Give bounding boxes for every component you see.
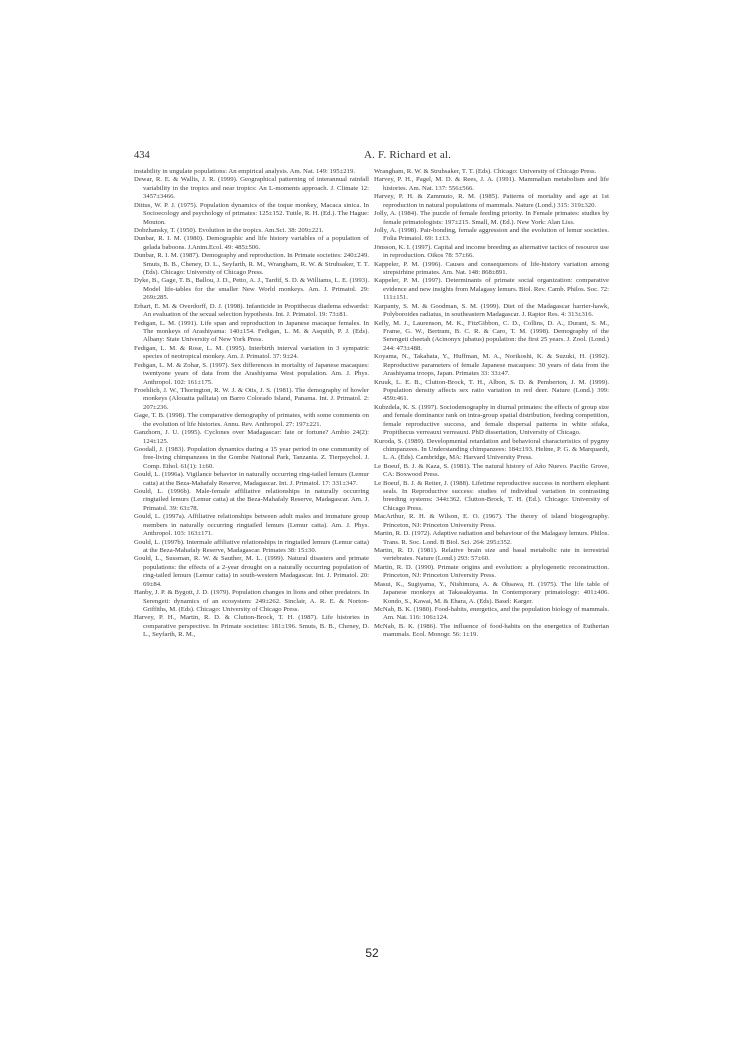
reference-entry: Karpanty, S. M. & Goodman, S. M. (1999). Diet of the Madagascar harrier-hawk, Polyboroides radiatus, in southeastern Madagascar. J. Raptor Res. 4: 313±316.	[374, 302, 609, 319]
footer-page-number: 52	[365, 946, 379, 960]
reference-entry: Jolly, A. (1998). Pair-bonding, female aggression and the evolution of lemur societies. Folia Primatol. 69: 1±13.	[374, 226, 609, 243]
reference-entry: Ganzhorn, J. U. (1995). Cyclones over Madagascar: fate or fortune? Ambio 24(2): 124±125.	[134, 429, 369, 445]
reference-entry: Kappeler, P. M. (1996). Causes and consequences of life-history variation among strepsirhine primates. Am. Nat. 148: 868±891.	[374, 260, 609, 277]
reference-entry: Martin, R. D. (1972). Adaptive radiation and behaviour of the Malagasy lemurs. Philos. Trans. R. Soc. Lond. B Biol. Sci. 264: 295±352.	[374, 530, 609, 546]
reference-entry: Froehlich, J. W., Thorington, R. W. J. & Otis, J. S. (1981). The demography of howler monkeys (Alouatta palliata) on Barro Colorado Island, Panama. Int. J. Primatol. 2: 207±236.	[134, 386, 369, 411]
reference-entry: Le Boeuf, B. J. & Reiter, J. (1988). Lifetime reproductive success in northern elephant seals. In Reproductive success: studies of individual variation in contrasting breeding systems: 344±362. Clutton-Brock, T. H. (Ed.). Chicago: University of Chicago Press.	[374, 479, 609, 512]
reference-entry: Gould, L. (1996a). Vigilance behavior in naturally occurring ring-tailed lemurs (Lemur catta) at the Beza-Mahafaly Reserve, Madagascar. Int. J. Primatol. 17: 331±347.	[134, 471, 369, 487]
reference-entry: Fedigan, L. M. (1991). Life span and reproduction in Japanese macaque females. In The monkeys of Arashiyama: 140±154. Fedigan, L. M. & Asquith, P. J. (Eds). Albany: State University of New York Press.	[134, 319, 369, 344]
reference-entry: Martin, R. D. (1981). Relative brain size and basal metabolic rate in terrestrial vertebrates. Nature (Lond.) 293: 57±60.	[374, 546, 609, 563]
reference-entry: Dobzhansky, T. (1950). Evolution in the tropics. Am.Sci. 38: 209±221.	[134, 226, 324, 234]
reference-entry: Kelly, M. J., Laurenson, M. K., FitzGibbon, C. D., Collins, D. A., Durant, S. M., Frame, G. W., Bertram, B. C. R. & Caro, T. M. (1998). Demography of the Serengeti cheetah (Acinonyx jubatus) population: the first 25 years. J. Zool. (Lond.) 244: 473±488.	[374, 319, 609, 352]
reference-entry: Dyke, B., Gage, T. B., Ballou, J. D., Petto, A. J., Tardif, S. D. & Williams, L. E. (1993). Model life-tables for the smaller New World monkeys. Am. J. Primatol. 29: 269±285.	[134, 277, 369, 302]
running-head: A. F. Richard et al.	[364, 149, 452, 161]
reference-entry: Gould, L. (1996b). Male-female affiliative relationships in naturally occurring ringtailed lemurs (Lemur catta) at the Beza-Mahafaly Reserve, Madagascar. Am. J. Primatol. 39: 63±78.	[134, 488, 369, 512]
references-column-right	[374, 168, 609, 888]
reference-entry: instability in ungulate populations: An empirical analysis. Am. Nat. 149: 195±219.	[134, 168, 355, 175]
reference-entry: Dewar, R. E. & Wallis, J. R. (1999). Geographical patterning of interannual rainfall variability in the tropics and near tropics: An L-moments approach. J. Climate 12: 3457±3466.	[134, 176, 369, 201]
reference-entry: Masui, K., Sugiyama, Y., Nishimura, A. & Ohsawa, H. (1975). The life table of Japanese monkeys at Takasakiyama. In Contemporary primatology: 401±406. Kondo, S., Kawai, M. & Ehara, A. (Eds). Basel: Karger.	[374, 580, 609, 605]
reference-entry: Gould, L., Sussman, R. W. & Sauther, M. L. (1999). Natural disasters and primate populations: the effects of a 2-year drought on a naturally occurring population of ring-tailed lemurs (Lemur catta) in south-western Madagascar. Int. J. Primatol. 20: 69±84.	[134, 555, 369, 588]
reference-entry: Gould, L. (1997a). Affiliative relationships between adult males and immature group members in naturally occurring ringtailed lemurs (Lemur catta). Am. J. Phys. Anthropol. 103: 163±171.	[134, 513, 369, 538]
reference-entry: Le Boeuf, B. J. & Kaza, S. (1981). The natural history of Año Nuevo. Pacific Grove, CA: Boxwood Press.	[374, 462, 609, 479]
reference-entry: Goodall, J. (1983). Population dynamics during a 15 year period in one community of free-living chimpanzees in the Gombe National Park, Tanzania. Z. Tierpsychol. J. Comp. Ethol. 61(1): 1±60.	[134, 445, 369, 470]
reference-entry: Gage, T. B. (1998). The comparative demography of primates, with some comments on the evolution of life histories. Annu. Rev. Anthropol. 27: 197±221.	[134, 412, 369, 428]
page-header	[134, 150, 604, 166]
reference-entry: MacArthur, R. H. & Wilson, E. O. (1967). The theory of island biogeography. Princeton, NJ: Princeton University Press.	[374, 513, 609, 529]
reference-entry: Fedigan, L. M. & Rose, L. M. (1995). Interbirth interval variation in 3 sympatric species of neotropical monkey. Am. J. Primatol. 37: 9±24.	[134, 344, 369, 361]
reference-entry: Dunbar, R. I. M. (1987). Demography and reproduction. In Primate societies: 240±249. Smuts, B. B., Cheney, D. L., Seyfarth, R. M., Wrangham, R. W. & Struhsaker, T. T. (Eds). Chicago: University of Chicago Press.	[134, 252, 369, 277]
reference-entry: Martin, R. D. (1990). Primate origins and evolution: a phylogenetic reconstruction. Princeton, NJ: Princeton University Press.	[374, 563, 609, 580]
reference-entry: Kruuk, L. E. B., Clutton-Brock, T. H., Albon, S. D. & Pemberton, J. M. (1999). Population density affects sex ratio variation in red deer. Nature (Lond.) 399: 459±461.	[374, 378, 609, 403]
reference-entry: Harvey, P. H., Pagel, M. D. & Rees, J. A. (1991). Mammalian metabolism and life histories. Am. Nat. 137: 556±566.	[374, 176, 609, 192]
page-footer	[0, 946, 744, 960]
reference-entry: McNab, B. K. (1986). The influence of food-habits on the energetics of Eutherian mammals. Ecol. Monogr. 56: 1±19.	[374, 622, 609, 639]
reference-entry: Fedigan, L. M. & Zohar, S. (1997). Sex differences in mortality of Japanese macaques: twentyone years of data from the Arashiyama West population. Am. J. Phys. Anthropol. 102: 161±175.	[134, 361, 369, 386]
reference-entry: Wrangham, R. W. & Struhsaker, T. T. (Eds). Chicago: University of Chicago Press.	[374, 168, 597, 175]
reference-entry: Erhart, E. M. & Overdorff, D. J. (1998). Infanticide in Propithecus diadema edwardsi: An evaluation of the sexual selection hypothesis. Int. J. Primatol. 19: 73±81.	[134, 302, 369, 319]
reference-entry: Jönsson, K. I. (1997). Capital and income breeding as alternative tactics of resource use in reproduction. Oikos 78: 57±66.	[374, 243, 609, 260]
reference-entry: Harvey, P. H., Martin, R. D. & Clutton-Brock, T. H. (1987). Life histories in comparative perspective. In Primate societies: 181±196. Smuts, B. B., Cheney, D. L., Seyfarth, R. M.,	[134, 614, 369, 639]
reference-entry: Hanby, J. P. & Bygott, J. D. (1979). Population changes in lions and other predators. In Serengeti: dynamics of an ecosystem: 249±262. Sinclair, A. R. E. & Norton-Griffiths, M. (Eds). Chicago: University of Chicago Press.	[134, 589, 369, 613]
reference-entry: Kubzdela, K. S. (1997). Sociodemography in diurnal primates: the effects of group size and female dominance rank on intra-group spatial distribution, feeding competition, female reproductive success, and female dispersal patterns in white sifaka, Propithecus verreauxi verreauxi. PhD dissertation, University of Chicago.	[374, 403, 609, 437]
reference-entry: Kappeler, P. M. (1997). Determinants of primate social organization: comparative evidence and new insights from Malagasy lemurs. Biol. Rev. Camb. Philos. Soc. 72: 111±151.	[374, 277, 609, 302]
journal-page-number: 434	[134, 150, 150, 161]
reference-entry: Dunbar, R. I. M. (1980). Demographic and life history variables of a population of gelada baboons. J.Anim.Ecol. 49: 485±506.	[134, 235, 369, 251]
references-column-left	[134, 168, 369, 888]
reference-entry: McNab, B. K. (1980). Food-habits, energetics, and the population biology of mammals. Am. Nat. 116: 106±124.	[374, 605, 609, 622]
reference-entry: Kuroda, S. (1989). Developmental retardation and behavioral characteristics of pygmy chimpanzees. In Understanding chimpanzees: 184±193. Heltne, P. G. & Marquardt, L. A. (Eds). Cambridge, MA: Harvard University Press.	[374, 437, 609, 462]
reference-entry: Koyama, N., Takahata, Y., Huffman, M. A., Norikoshi, K. & Suzuki, H. (1992). Reproductive parameters of female Japanese macaques: 30 years of data from the Arashiyama troops, Japan. Primates 33: 33±47.	[374, 353, 609, 378]
reference-entry: Dittus, W. P. J. (1975). Population dynamics of the toque monkey, Macaca sinica. In Socioecology and psychology of primates: 125±152. Tuttle, R. H. (Ed.). The Hague: Mouton.	[134, 201, 369, 226]
reference-entry: Jolly, A. (1984). The puzzle of female feeding priority. In Female primates: studies by female primatologists: 197±215. Small, M. (Ed.). New York: Alan Liss.	[374, 210, 609, 226]
reference-entry: Harvey, P. H. & Zammuto, R. M. (1985). Patterns of mortality and age at 1st reproduction in natural populations of mammals. Nature (Lond.) 315: 319±320.	[374, 193, 609, 209]
reference-entry: Gould, L. (1997b). Intermale affiliative relationships in ringtailed lemurs (Lemur catta) at the Beza-Mahafaly Reserve, Madagascar. Primates 38: 15±30.	[134, 538, 369, 554]
